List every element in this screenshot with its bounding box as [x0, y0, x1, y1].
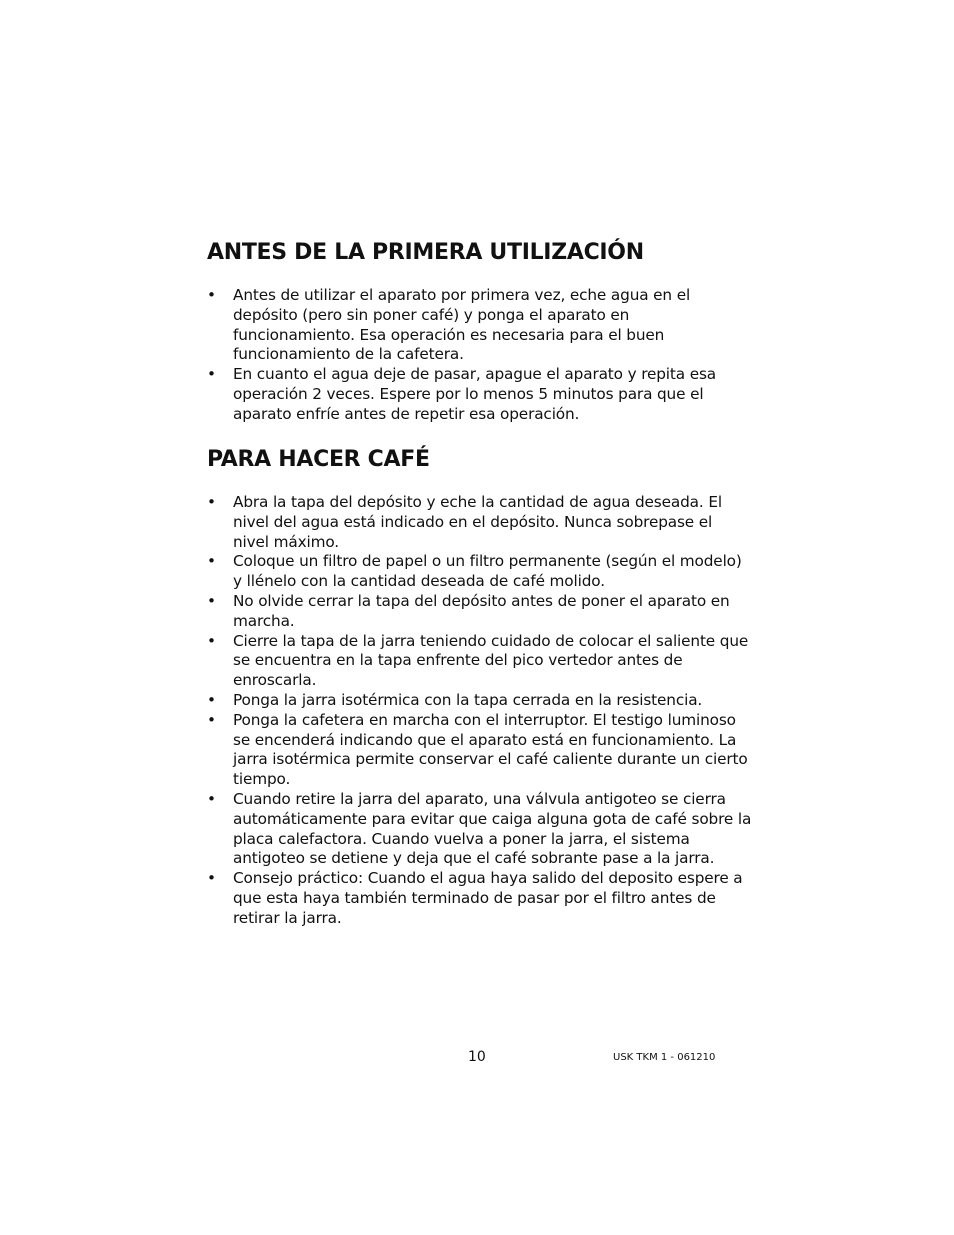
- list-item: [207, 493, 752, 552]
- list-item: [207, 711, 752, 790]
- bullet-icon: •: [207, 591, 216, 610]
- bullet-icon: •: [207, 710, 216, 729]
- list-item: [207, 365, 752, 424]
- section-heading: PARA HACER CAFÉ: [207, 447, 430, 472]
- list-item: [207, 552, 752, 592]
- list-item-text: Ponga la jarra isotérmica con la tapa cerrada en la resistencia.: [233, 690, 703, 709]
- bullet-icon: •: [207, 690, 216, 709]
- list-item-text: En cuanto el agua deje de pasar, apague el aparato y repita esa operación 2 veces. Espere por lo menos 5 minutos para que el aparato enfríe antes de repetir esa operación.: [233, 365, 717, 423]
- list-item: [207, 691, 752, 711]
- list-item: [207, 632, 752, 691]
- bullet-icon: •: [207, 869, 216, 888]
- list-item-text: Cuando retire la jarra del aparato, una válvula antigoteo se cierra automáticamente para evitar que caiga alguna gota de café sobre la placa calefactora. Cuando vuelva a poner la jarra, el sistema antigoteo se detiene y deja que el café sobrante pase a la jarra.: [233, 789, 752, 868]
- bullet-icon: •: [207, 789, 216, 808]
- bullet-list: [207, 493, 752, 929]
- list-item: [207, 869, 752, 928]
- list-item-text: Coloque un filtro de papel o un filtro permanente (según el modelo) y llénelo con la cantidad deseada de café molido.: [233, 552, 742, 591]
- list-item-text: Abra la tapa del depósito y eche la cantidad de agua deseada. El nivel del agua está indicado en el depósito. Nunca sobrepase el nivel máximo.: [233, 493, 722, 551]
- bullet-icon: •: [207, 631, 216, 650]
- list-item-text: Cierre la tapa de la jarra teniendo cuidado de colocar el saliente que se encuentra en la tapa enfrente del pico vertedor antes de enroscarla.: [233, 631, 749, 690]
- list-item-text: Consejo práctico: Cuando el agua haya salido del deposito espere a que esta haya también terminado de pasar por el filtro antes de retirar la jarra.: [233, 869, 743, 927]
- bullet-icon: •: [207, 493, 216, 511]
- list-item: [207, 286, 752, 365]
- bullet-icon: •: [207, 365, 216, 384]
- bullet-icon: •: [207, 286, 216, 304]
- page-number: 10: [468, 1049, 486, 1065]
- bullet-icon: •: [207, 552, 216, 571]
- list-item-text: No olvide cerrar la tapa del depósito antes de poner el aparato en marcha.: [233, 591, 730, 630]
- list-item: [207, 592, 752, 632]
- section-antes-primera-utilizacion: [207, 240, 752, 425]
- list-item: [207, 790, 752, 869]
- list-item-text: Antes de utilizar el aparato por primera vez, eche agua en el depósito (pero sin poner café) y ponga el aparato en funcionamiento. Esa operación es necesaria para el buen funcionamiento de la cafetera.: [233, 286, 691, 364]
- document-code: USK TKM 1 - 061210: [613, 1052, 716, 1063]
- section-heading: ANTES DE LA PRIMERA UTILIZACIÓN: [207, 240, 644, 265]
- bullet-list: [207, 286, 752, 425]
- section-para-hacer-cafe: [207, 447, 752, 929]
- list-item-text: Ponga la cafetera en marcha con el interruptor. El testigo luminoso se encenderá indicando que el aparato está en funcionamiento. La jarra isotérmica permite conservar el café caliente durante un cierto tiempo.: [233, 710, 748, 789]
